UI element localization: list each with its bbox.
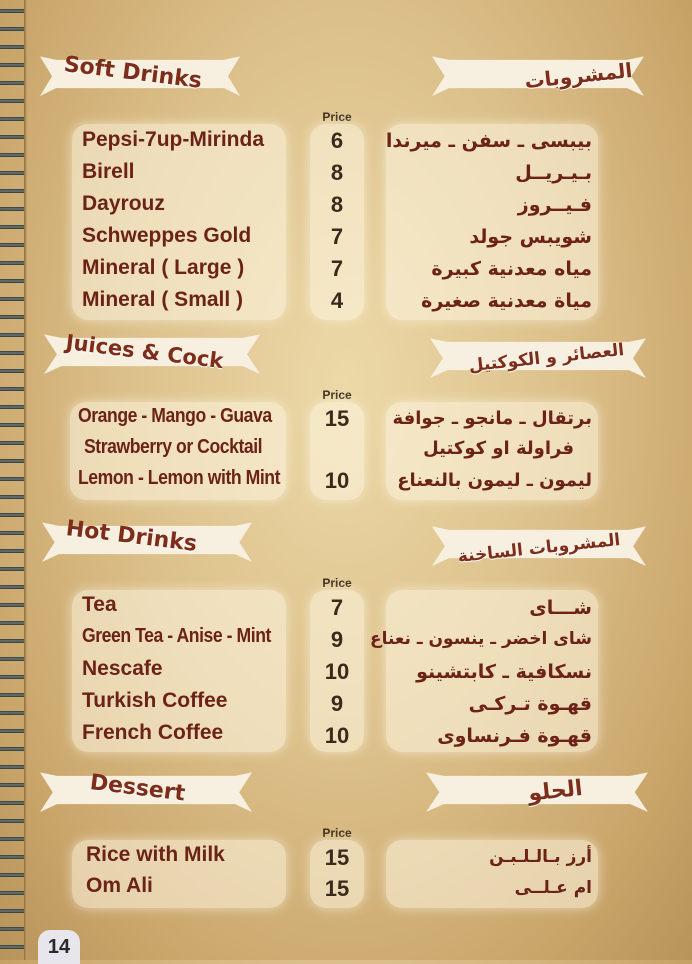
- price-header: Price: [322, 576, 352, 590]
- item-price: 9: [330, 627, 344, 652]
- item-name-ar: شاى اخضر ـ ينسون ـ نعناع: [369, 629, 592, 649]
- item-name-ar: قهـوة فـرنساوى: [437, 725, 592, 747]
- item-price: 7: [330, 595, 344, 620]
- item-name-ar: ليمون ـ ليمون بالنعناع: [397, 470, 592, 491]
- item-price: 8: [330, 160, 344, 185]
- item-name-ar: ام عـلــى: [514, 878, 592, 898]
- item-name-ar: بـيـريــل: [515, 162, 592, 184]
- item-name: Strawberry or Cocktail: [84, 436, 263, 458]
- item-name: Dayrouz: [82, 192, 165, 215]
- item-name: Mineral ( Large ): [82, 256, 245, 279]
- item-price: 7: [330, 224, 344, 249]
- item-name-ar: شويبس جولد: [469, 226, 592, 248]
- item-name: Rice with Milk: [86, 843, 225, 866]
- item-price: 4: [330, 288, 344, 313]
- item-name: Birell: [82, 160, 135, 183]
- section-title-soft-drinks: Soft Drinks: [62, 52, 204, 94]
- item-name-ar: شـــاى: [529, 597, 592, 619]
- item-price: 10: [324, 723, 350, 748]
- binding-edge: [24, 0, 27, 960]
- item-name: Nescafe: [82, 657, 163, 680]
- section-title-soft-drinks-ar: المشروبات: [523, 58, 634, 94]
- item-name-ar: برتقال ـ مانجو ـ جوافة: [392, 408, 592, 429]
- item-price: 9: [330, 691, 344, 716]
- item-price: 15: [324, 876, 350, 901]
- price-header: Price: [322, 110, 352, 124]
- price-header: Price: [322, 388, 352, 402]
- item-price: 10: [324, 659, 350, 684]
- spiral-binding: [0, 0, 26, 960]
- page-number: 14: [38, 930, 80, 964]
- item-price: 15: [324, 406, 350, 431]
- item-name: Orange - Mango - Guava: [78, 405, 272, 427]
- item-price: 6: [330, 128, 344, 153]
- item-name: Green Tea - Anise - Mint: [82, 625, 271, 647]
- item-name: Schweppes Gold: [82, 224, 252, 247]
- section-title-dessert: Dessert: [88, 770, 187, 807]
- item-name-ar: فراولة او كوكتيل: [423, 438, 574, 459]
- item-price: 15: [324, 845, 350, 870]
- item-name-ar: بيبسى ـ سفن ـ ميرندا: [385, 130, 592, 152]
- section-title-dessert-ar: الحلو: [526, 776, 584, 807]
- price-header: Price: [322, 826, 352, 840]
- item-name-ar: فـيــروز: [517, 194, 592, 216]
- item-name-ar: قهـوة تـركـى: [468, 693, 592, 715]
- section-title-juices-ar: العصائر و الكوكتيل: [467, 340, 626, 377]
- section-title-hot-drinks-ar: المشروبات الساخنة: [456, 530, 622, 568]
- item-name: Lemon - Lemon with Mint: [78, 467, 281, 489]
- item-name: Pepsi-7up-Mirinda: [82, 128, 265, 151]
- item-price: 7: [330, 256, 344, 281]
- section-title-juices: Juices & Cock: [64, 330, 225, 374]
- item-name: Tea: [82, 593, 117, 616]
- item-name-ar: أرز بـالـلـبـن: [489, 847, 592, 867]
- item-name-ar: مياه معدنية كبيرة: [431, 258, 592, 280]
- item-name-ar: مياة معدنية صغيرة: [421, 290, 592, 312]
- item-name: Mineral ( Small ): [82, 288, 244, 311]
- item-name: French Coffee: [82, 721, 224, 744]
- section-title-hot-drinks: Hot Drinks: [64, 516, 199, 557]
- item-name-ar: نسكافية ـ كابتشينو: [416, 661, 592, 683]
- item-name: Turkish Coffee: [82, 689, 228, 712]
- item-price: 8: [330, 192, 344, 217]
- item-price: 10: [324, 468, 350, 493]
- item-name: Om Ali: [86, 874, 153, 897]
